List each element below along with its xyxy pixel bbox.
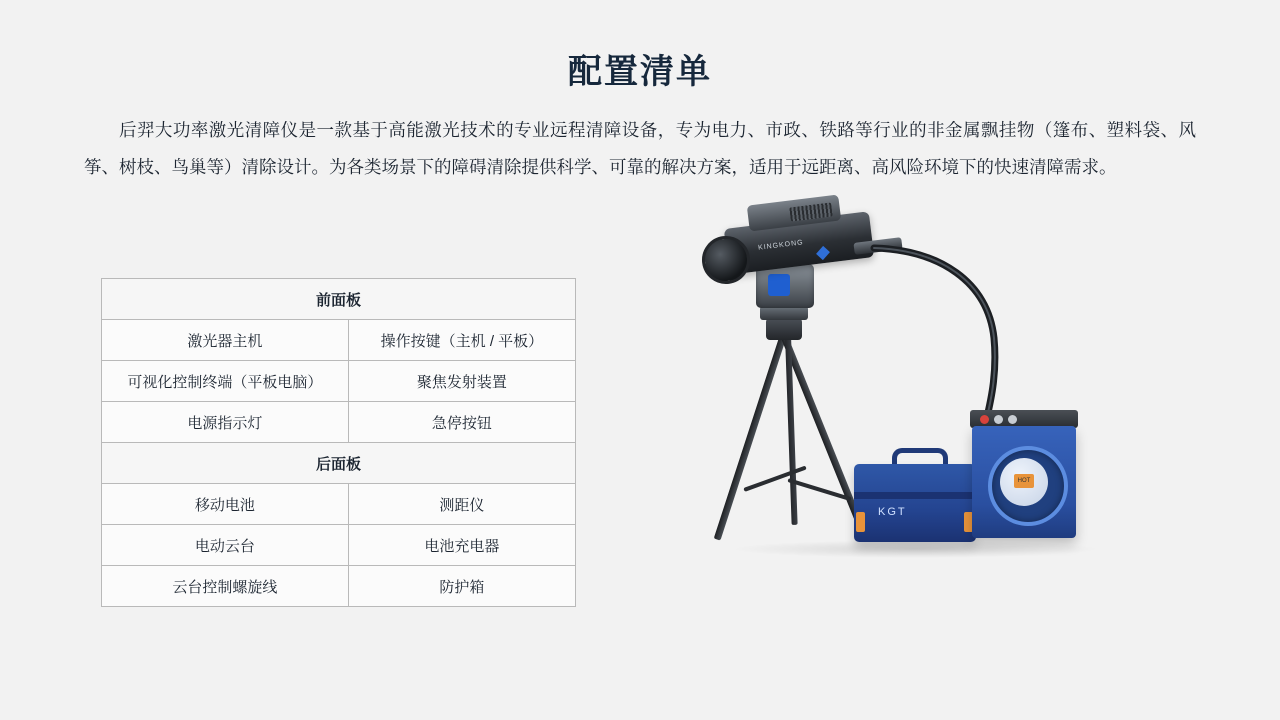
table-cell: 操作按键（主机 / 平板） [348, 320, 575, 361]
table-row [102, 525, 576, 566]
status-light-icon [994, 415, 1003, 424]
gauge-label: HOT [1014, 474, 1034, 488]
table-cell: 激光器主机 [102, 320, 349, 361]
section-header-front-panel: 前面板 [102, 279, 576, 320]
power-indicator-light-icon [980, 415, 989, 424]
tripod-head-icon [766, 318, 802, 340]
table-cell: 云台控制螺旋线 [102, 566, 349, 607]
tripod-plate-icon [760, 306, 808, 320]
status-light-icon [1008, 415, 1017, 424]
page-title: 配置清单 [568, 53, 712, 91]
table-cell: 电源指示灯 [102, 402, 349, 443]
table-cell: 防护箱 [348, 566, 575, 607]
table-row [102, 566, 576, 607]
table-cell: 电动云台 [102, 525, 349, 566]
intro-paragraph: 后羿大功率激光清障仪是一款基于高能激光技术的专业远程清障设备，专为电力、市政、铁路等行业的非金属飘挂物（篷布、塑料袋、风筝、树枝、鸟巢等）清除设计。为各类场景下的障碍清除提供科学、可靠的解决方案，适用于远距离、高风险环境下的快速清障需求。 [84, 120, 1196, 177]
table-cell: 移动电池 [102, 484, 349, 525]
section-header-rear-panel: 后面板 [102, 443, 576, 484]
table-cell: 测距仪 [348, 484, 575, 525]
case-brand-label: KGT [878, 506, 907, 518]
table-cell: 可视化控制终端（平板电脑） [102, 361, 349, 402]
table-cell: 聚焦发射装置 [348, 361, 575, 402]
photo-ground-shadow [730, 540, 1100, 558]
tripod-leg-icon [714, 334, 787, 541]
battery-case-latch-icon [856, 512, 865, 532]
table-row [102, 402, 576, 443]
table-section-header-row [102, 443, 576, 484]
mobile-battery-case [854, 464, 976, 542]
table-cell: 电池充电器 [348, 525, 575, 566]
table-cell: 急停按钮 [348, 402, 575, 443]
host-brand-label: KINGKONG [757, 239, 804, 252]
table-row [102, 361, 576, 402]
configuration-table [101, 278, 576, 607]
gimbal-badge-icon [768, 274, 790, 296]
product-photo [640, 240, 1200, 600]
table-row [102, 484, 576, 525]
table-row [102, 320, 576, 361]
battery-case-strip [854, 492, 976, 499]
table-section-header-row [102, 279, 576, 320]
tripod-brace-icon [743, 466, 806, 492]
